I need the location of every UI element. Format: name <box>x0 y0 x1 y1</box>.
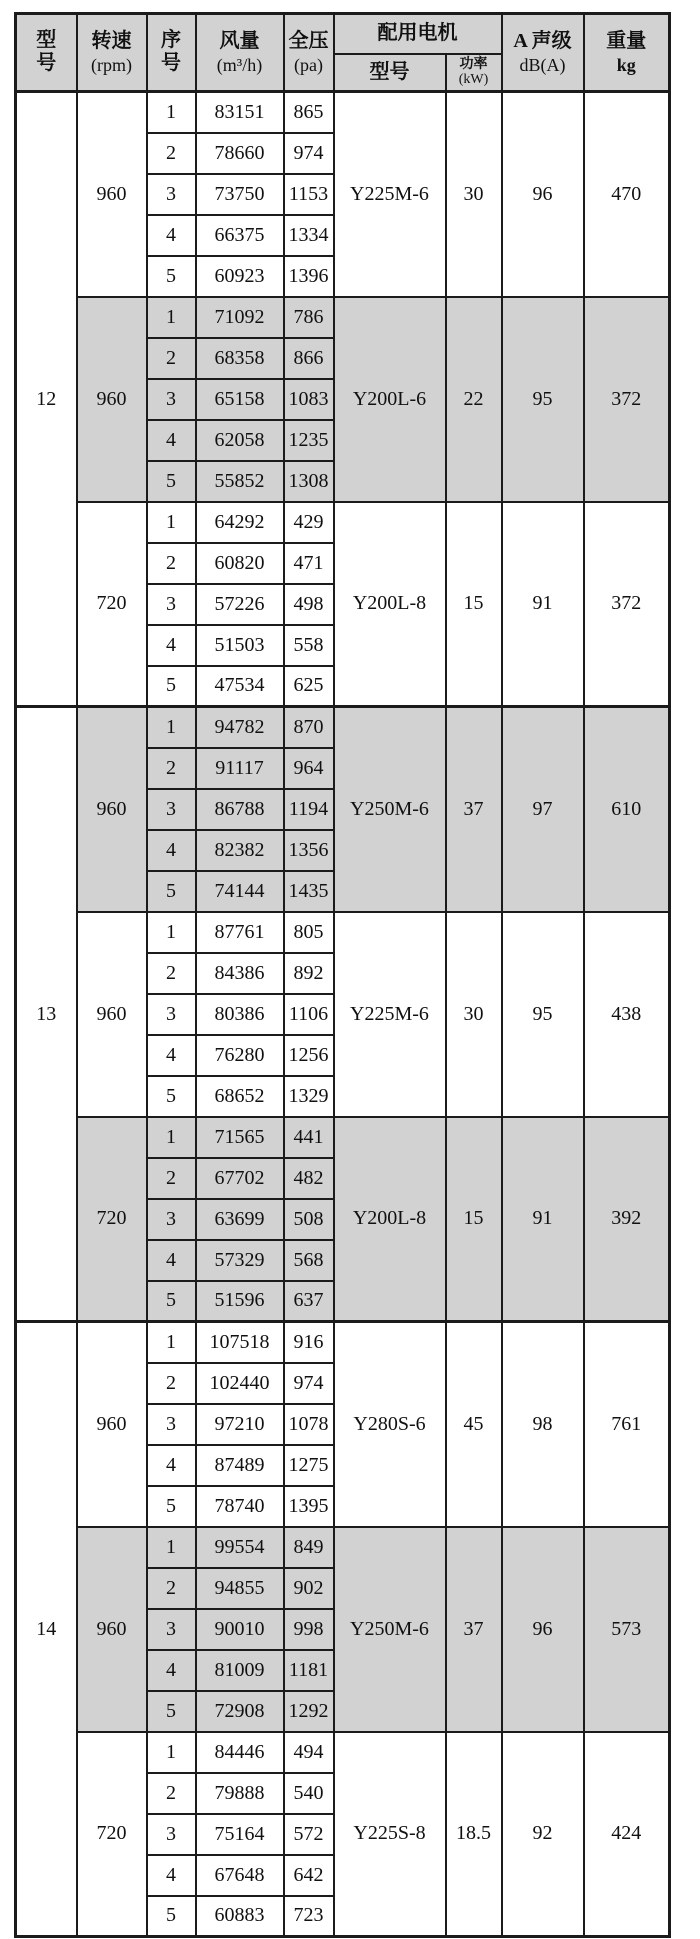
cell-pressure: 1435 <box>284 871 334 912</box>
cell-serial: 5 <box>147 256 196 297</box>
cell-pressure: 902 <box>284 1568 334 1609</box>
cell-weight: 438 <box>584 912 670 1117</box>
cell-airflow: 84446 <box>196 1732 284 1773</box>
fan-spec-table <box>14 12 671 1938</box>
cell-airflow: 60923 <box>196 256 284 297</box>
header-speed-unit: (rpm) <box>91 54 132 75</box>
cell-airflow: 81009 <box>196 1650 284 1691</box>
cell-airflow: 97210 <box>196 1404 284 1445</box>
cell-pressure: 1334 <box>284 215 334 256</box>
cell-pressure: 642 <box>284 1855 334 1896</box>
cell-weight: 610 <box>584 707 670 912</box>
cell-noise: 98 <box>502 1322 584 1527</box>
header-motor-power <box>446 54 502 92</box>
cell-airflow: 51596 <box>196 1281 284 1322</box>
cell-noise: 95 <box>502 297 584 502</box>
cell-pressure: 1308 <box>284 461 334 502</box>
cell-serial: 2 <box>147 1158 196 1199</box>
cell-serial: 3 <box>147 379 196 420</box>
cell-serial: 4 <box>147 1035 196 1076</box>
cell-pressure: 849 <box>284 1527 334 1568</box>
cell-pressure: 1275 <box>284 1445 334 1486</box>
cell-pressure: 1078 <box>284 1404 334 1445</box>
table-row <box>16 502 670 543</box>
cell-motor-power: 37 <box>446 1527 502 1732</box>
cell-model: 13 <box>16 707 77 1322</box>
cell-airflow: 107518 <box>196 1322 284 1363</box>
cell-airflow: 87489 <box>196 1445 284 1486</box>
cell-weight: 424 <box>584 1732 670 1937</box>
header-speed <box>77 14 147 92</box>
cell-speed: 960 <box>77 1527 147 1732</box>
cell-pressure: 786 <box>284 297 334 338</box>
cell-airflow: 99554 <box>196 1527 284 1568</box>
cell-airflow: 72908 <box>196 1691 284 1732</box>
cell-serial: 4 <box>147 830 196 871</box>
cell-motor-model: Y200L-8 <box>334 1117 446 1322</box>
cell-model: 12 <box>16 92 77 707</box>
cell-pressure: 974 <box>284 1363 334 1404</box>
cell-weight: 372 <box>584 502 670 707</box>
cell-pressure: 865 <box>284 92 334 133</box>
cell-pressure: 558 <box>284 625 334 666</box>
cell-weight: 372 <box>584 297 670 502</box>
cell-serial: 1 <box>147 912 196 953</box>
cell-airflow: 64292 <box>196 502 284 543</box>
cell-pressure: 1292 <box>284 1691 334 1732</box>
cell-pressure: 508 <box>284 1199 334 1240</box>
cell-motor-power: 30 <box>446 92 502 297</box>
header-noise-unit: dB(A) <box>519 54 566 75</box>
cell-airflow: 102440 <box>196 1363 284 1404</box>
header-motor-model <box>334 54 446 92</box>
cell-serial: 5 <box>147 1486 196 1527</box>
cell-pressure: 572 <box>284 1814 334 1855</box>
cell-serial: 3 <box>147 994 196 1035</box>
cell-serial: 5 <box>147 1076 196 1117</box>
header-weight <box>584 14 670 92</box>
cell-airflow: 91117 <box>196 748 284 789</box>
cell-motor-model: Y225M-6 <box>334 912 446 1117</box>
header-pressure-unit: (pa) <box>294 54 323 75</box>
cell-airflow: 66375 <box>196 215 284 256</box>
cell-motor-model: Y225M-6 <box>334 92 446 297</box>
cell-airflow: 73750 <box>196 174 284 215</box>
cell-speed: 720 <box>77 1732 147 1937</box>
cell-pressure: 866 <box>284 338 334 379</box>
cell-noise: 96 <box>502 92 584 297</box>
cell-serial: 4 <box>147 215 196 256</box>
cell-pressure: 498 <box>284 584 334 625</box>
header-serial-label: 序号 <box>161 28 181 75</box>
cell-pressure: 1181 <box>284 1650 334 1691</box>
table-row <box>16 707 670 748</box>
header-motor-model-label: 型号 <box>369 60 410 83</box>
cell-noise: 92 <box>502 1732 584 1937</box>
cell-serial: 1 <box>147 1117 196 1158</box>
header-motor-group <box>334 14 502 54</box>
cell-serial: 5 <box>147 1691 196 1732</box>
table-row <box>16 1527 670 1568</box>
cell-motor-power: 15 <box>446 502 502 707</box>
cell-airflow: 84386 <box>196 953 284 994</box>
cell-serial: 1 <box>147 1732 196 1773</box>
cell-serial: 1 <box>147 92 196 133</box>
header-pressure-label: 全压 <box>288 29 329 52</box>
cell-pressure: 1356 <box>284 830 334 871</box>
cell-airflow: 57329 <box>196 1240 284 1281</box>
cell-pressure: 964 <box>284 748 334 789</box>
cell-serial: 3 <box>147 1814 196 1855</box>
cell-speed: 960 <box>77 92 147 297</box>
cell-airflow: 68358 <box>196 338 284 379</box>
cell-serial: 1 <box>147 1527 196 1568</box>
cell-serial: 1 <box>147 297 196 338</box>
cell-airflow: 74144 <box>196 871 284 912</box>
cell-pressure: 1106 <box>284 994 334 1035</box>
cell-pressure: 1256 <box>284 1035 334 1076</box>
table-row <box>16 1322 670 1363</box>
cell-pressure: 441 <box>284 1117 334 1158</box>
header-airflow-label: 风量 <box>219 29 260 52</box>
cell-weight: 470 <box>584 92 670 297</box>
cell-motor-power: 37 <box>446 707 502 912</box>
cell-noise: 91 <box>502 502 584 707</box>
cell-weight: 392 <box>584 1117 670 1322</box>
cell-motor-power: 30 <box>446 912 502 1117</box>
cell-pressure: 916 <box>284 1322 334 1363</box>
table-body <box>16 92 670 1937</box>
cell-airflow: 71092 <box>196 297 284 338</box>
cell-noise: 91 <box>502 1117 584 1322</box>
cell-serial: 3 <box>147 174 196 215</box>
cell-airflow: 57226 <box>196 584 284 625</box>
cell-pressure: 974 <box>284 133 334 174</box>
cell-pressure: 1395 <box>284 1486 334 1527</box>
cell-pressure: 892 <box>284 953 334 994</box>
cell-serial: 1 <box>147 1322 196 1363</box>
cell-airflow: 87761 <box>196 912 284 953</box>
cell-serial: 5 <box>147 666 196 707</box>
cell-pressure: 805 <box>284 912 334 953</box>
cell-pressure: 482 <box>284 1158 334 1199</box>
cell-motor-power: 18.5 <box>446 1732 502 1937</box>
cell-speed: 960 <box>77 1322 147 1527</box>
cell-noise: 95 <box>502 912 584 1117</box>
cell-motor-power: 22 <box>446 297 502 502</box>
cell-serial: 2 <box>147 133 196 174</box>
cell-motor-power: 45 <box>446 1322 502 1527</box>
cell-airflow: 78740 <box>196 1486 284 1527</box>
header-model <box>16 14 77 92</box>
cell-serial: 4 <box>147 1445 196 1486</box>
cell-serial: 4 <box>147 420 196 461</box>
cell-serial: 1 <box>147 707 196 748</box>
header-motor-power-unit: (kW) <box>458 72 489 88</box>
cell-pressure: 625 <box>284 666 334 707</box>
cell-pressure: 1235 <box>284 420 334 461</box>
cell-serial: 5 <box>147 1896 196 1937</box>
cell-airflow: 80386 <box>196 994 284 1035</box>
cell-airflow: 63699 <box>196 1199 284 1240</box>
cell-pressure: 494 <box>284 1732 334 1773</box>
cell-pressure: 1153 <box>284 174 334 215</box>
header-airflow <box>196 14 284 92</box>
table-row <box>16 1117 670 1158</box>
table-header <box>16 14 670 92</box>
cell-serial: 1 <box>147 502 196 543</box>
table-row <box>16 92 670 133</box>
cell-speed: 960 <box>77 912 147 1117</box>
cell-serial: 3 <box>147 1199 196 1240</box>
table-row <box>16 1732 670 1773</box>
header-weight-label: 重量 <box>606 29 647 52</box>
cell-airflow: 86788 <box>196 789 284 830</box>
header-noise-label: A 声级 <box>513 29 572 52</box>
cell-serial: 2 <box>147 543 196 584</box>
cell-pressure: 429 <box>284 502 334 543</box>
cell-serial: 2 <box>147 953 196 994</box>
table-row <box>16 912 670 953</box>
cell-airflow: 82382 <box>196 830 284 871</box>
cell-airflow: 76280 <box>196 1035 284 1076</box>
cell-airflow: 67702 <box>196 1158 284 1199</box>
cell-serial: 5 <box>147 871 196 912</box>
cell-motor-model: Y280S-6 <box>334 1322 446 1527</box>
cell-speed: 720 <box>77 1117 147 1322</box>
cell-pressure: 1396 <box>284 256 334 297</box>
cell-weight: 573 <box>584 1527 670 1732</box>
cell-airflow: 65158 <box>196 379 284 420</box>
cell-pressure: 637 <box>284 1281 334 1322</box>
cell-noise: 96 <box>502 1527 584 1732</box>
cell-pressure: 471 <box>284 543 334 584</box>
cell-pressure: 1194 <box>284 789 334 830</box>
cell-serial: 2 <box>147 748 196 789</box>
header-airflow-unit: (m³/h) <box>216 54 263 75</box>
cell-airflow: 60883 <box>196 1896 284 1937</box>
cell-airflow: 51503 <box>196 625 284 666</box>
cell-speed: 960 <box>77 707 147 912</box>
cell-serial: 2 <box>147 338 196 379</box>
cell-motor-model: Y200L-6 <box>334 297 446 502</box>
cell-speed: 960 <box>77 297 147 502</box>
header-motor-group-label: 配用电机 <box>377 22 458 45</box>
cell-airflow: 55852 <box>196 461 284 502</box>
cell-pressure: 568 <box>284 1240 334 1281</box>
table-row <box>16 297 670 338</box>
cell-serial: 2 <box>147 1568 196 1609</box>
cell-pressure: 1329 <box>284 1076 334 1117</box>
cell-airflow: 62058 <box>196 420 284 461</box>
cell-serial: 3 <box>147 1609 196 1650</box>
cell-pressure: 540 <box>284 1773 334 1814</box>
cell-noise: 97 <box>502 707 584 912</box>
header-noise <box>502 14 584 92</box>
cell-model: 14 <box>16 1322 77 1937</box>
header-speed-label: 转速 <box>91 29 132 52</box>
cell-serial: 3 <box>147 584 196 625</box>
cell-serial: 5 <box>147 461 196 502</box>
cell-airflow: 90010 <box>196 1609 284 1650</box>
cell-speed: 720 <box>77 502 147 707</box>
cell-serial: 2 <box>147 1363 196 1404</box>
cell-motor-model: Y250M-6 <box>334 1527 446 1732</box>
cell-pressure: 723 <box>284 1896 334 1937</box>
cell-airflow: 75164 <box>196 1814 284 1855</box>
cell-serial: 3 <box>147 1404 196 1445</box>
cell-airflow: 94855 <box>196 1568 284 1609</box>
cell-serial: 4 <box>147 625 196 666</box>
cell-serial: 5 <box>147 1281 196 1322</box>
cell-airflow: 60820 <box>196 543 284 584</box>
cell-serial: 3 <box>147 789 196 830</box>
cell-serial: 4 <box>147 1855 196 1896</box>
cell-pressure: 1083 <box>284 379 334 420</box>
header-motor-power-label: 功率 <box>459 56 488 72</box>
cell-weight: 761 <box>584 1322 670 1527</box>
cell-serial: 4 <box>147 1650 196 1691</box>
cell-serial: 2 <box>147 1773 196 1814</box>
cell-airflow: 94782 <box>196 707 284 748</box>
cell-airflow: 83151 <box>196 92 284 133</box>
cell-serial: 4 <box>147 1240 196 1281</box>
cell-pressure: 870 <box>284 707 334 748</box>
header-model-label: 型号 <box>36 28 57 75</box>
cell-motor-model: Y200L-8 <box>334 502 446 707</box>
cell-motor-model: Y250M-6 <box>334 707 446 912</box>
cell-airflow: 67648 <box>196 1855 284 1896</box>
cell-airflow: 79888 <box>196 1773 284 1814</box>
header-pressure <box>284 14 334 92</box>
cell-airflow: 78660 <box>196 133 284 174</box>
cell-motor-power: 15 <box>446 1117 502 1322</box>
header-serial <box>147 14 196 92</box>
cell-pressure: 998 <box>284 1609 334 1650</box>
header-weight-unit: kg <box>616 54 636 75</box>
cell-airflow: 71565 <box>196 1117 284 1158</box>
cell-motor-model: Y225S-8 <box>334 1732 446 1937</box>
cell-airflow: 68652 <box>196 1076 284 1117</box>
cell-airflow: 47534 <box>196 666 284 707</box>
